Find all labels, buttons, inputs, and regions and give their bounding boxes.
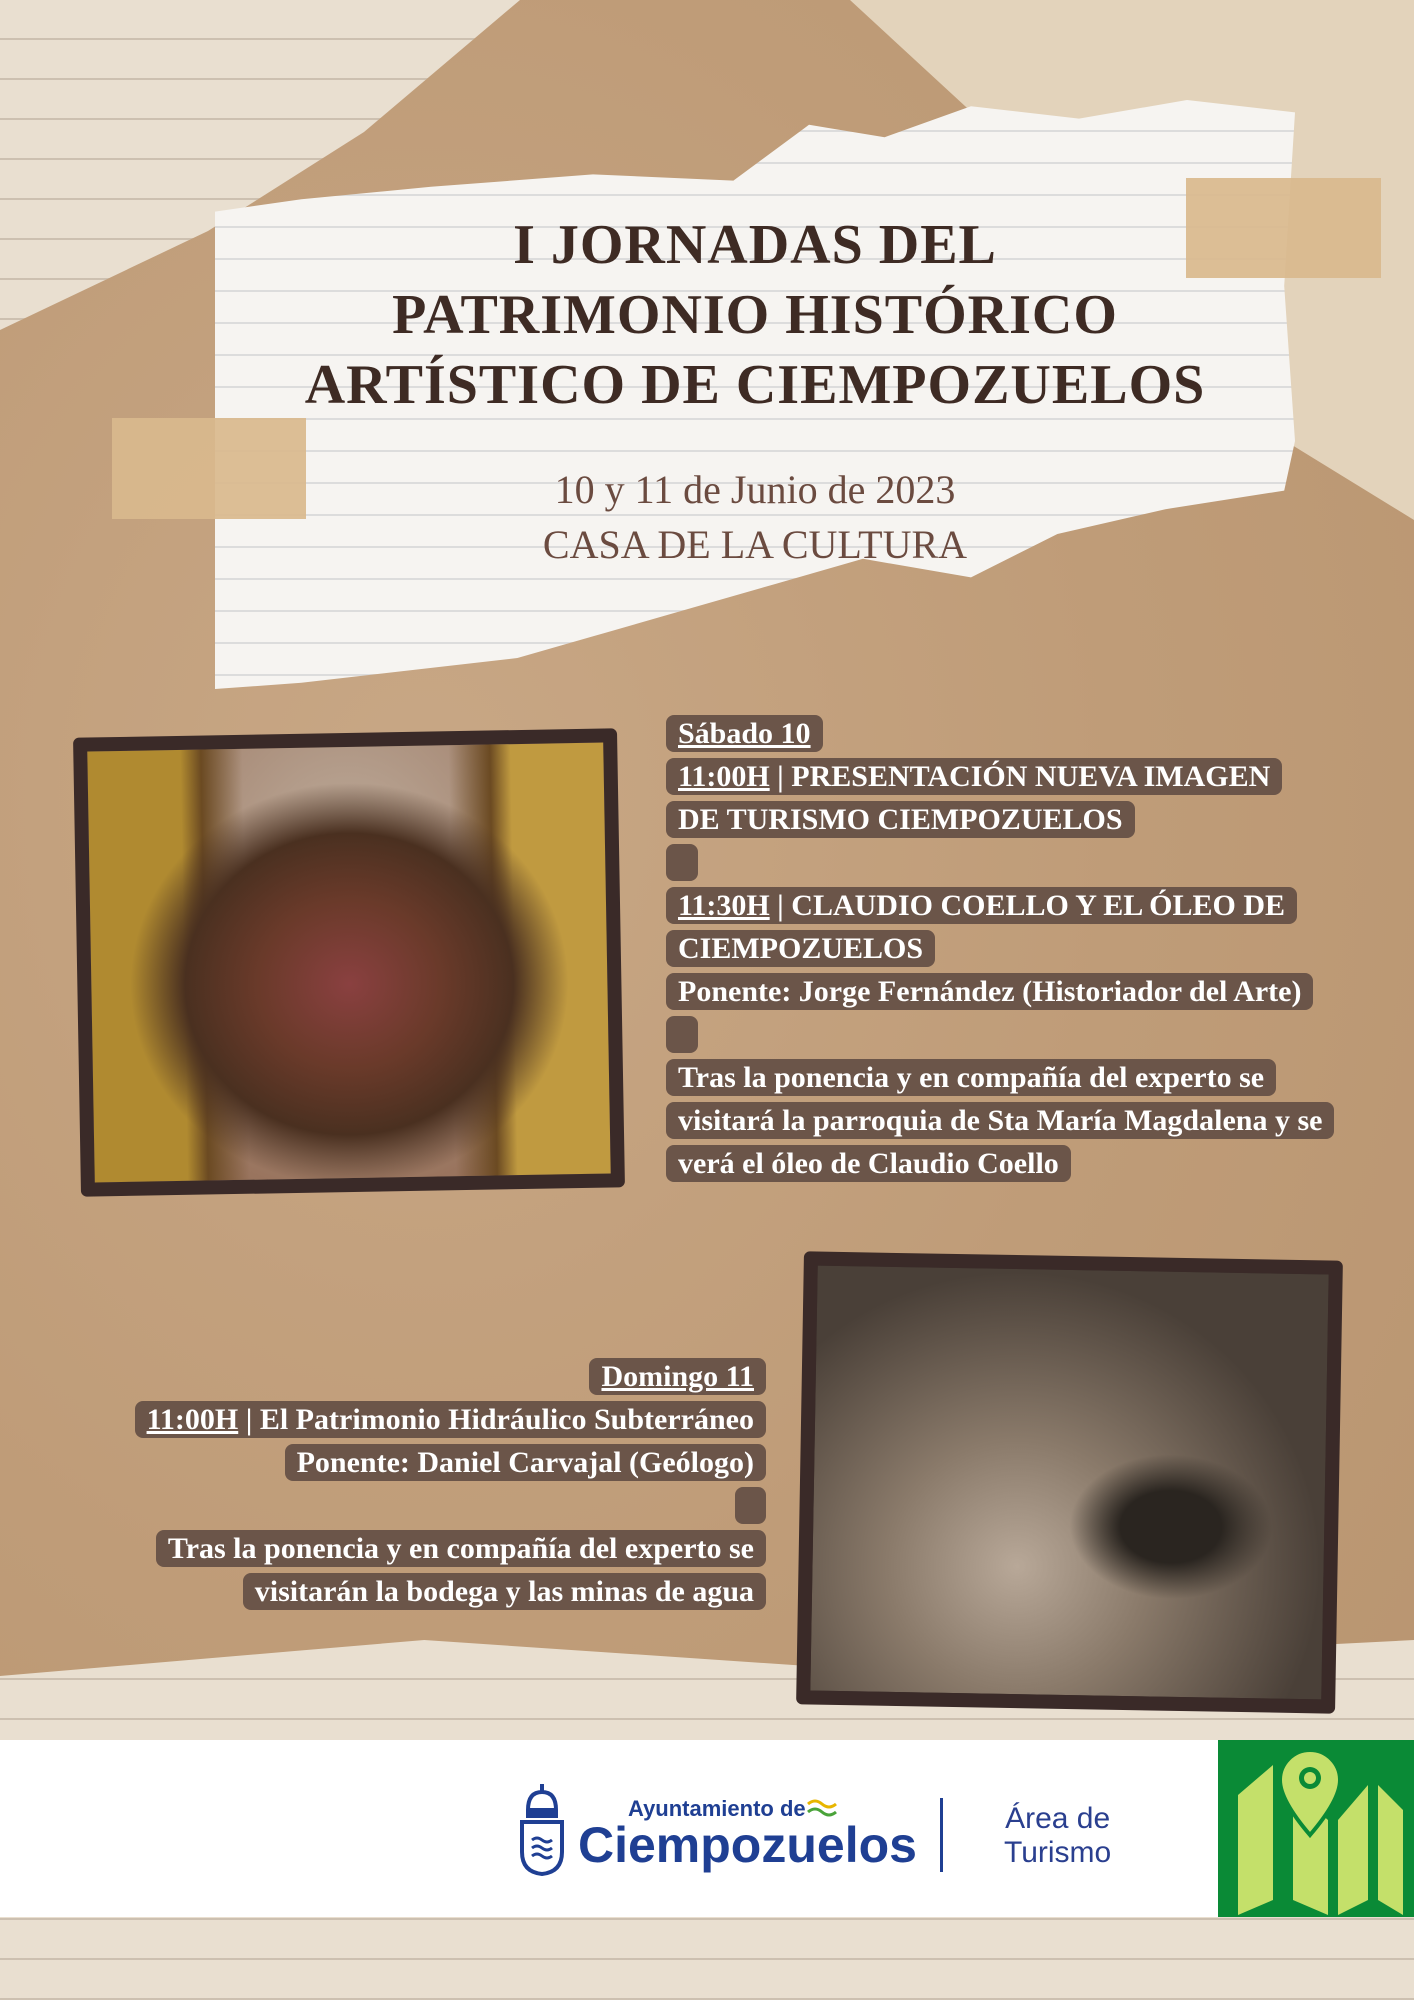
org-name: Ciempozuelos (578, 1817, 917, 1873)
event-note: visitarán la bodega y las minas de agua (243, 1573, 766, 1610)
event-time: 11:00H (146, 1403, 239, 1436)
saturday-program (666, 712, 1406, 1185)
event-title: | CLAUDIO COELLO Y EL ÓLEO DE (769, 889, 1285, 922)
event-time: 11:00H (678, 760, 770, 793)
area-line: Turismo (1004, 1836, 1112, 1869)
sunday-day: Domingo 11 (589, 1358, 766, 1395)
cave-photo (796, 1251, 1343, 1713)
event-title: | El Patrimonio Hidráulico Subterráneo (238, 1403, 754, 1436)
event-note: Tras la ponencia y en compañía del experto se (666, 1059, 1276, 1096)
event-info (215, 462, 1295, 572)
event-title: DE TURISMO CIEMPOZUELOS (666, 801, 1135, 838)
footer-band (0, 1740, 1414, 1917)
title-line: I JORNADAS DEL (513, 214, 997, 276)
event-speaker: Ponente: Daniel Carvajal (Geólogo) (285, 1444, 766, 1481)
divider (940, 1798, 943, 1872)
event-note: verá el óleo de Claudio Coello (666, 1145, 1071, 1182)
waves-icon (806, 1798, 838, 1818)
sunday-program (36, 1355, 766, 1613)
painting-photo (73, 728, 625, 1196)
event-note: Tras la ponencia y en compañía del experto se (156, 1530, 766, 1567)
event-date: 10 y 11 de Junio de 2023 (554, 467, 956, 512)
event-title: CIEMPOZUELOS (666, 930, 935, 967)
event-venue: CASA DE LA CULTURA (542, 522, 968, 567)
tourism-logo (1218, 1740, 1414, 1917)
title-line: PATRIMONIO HISTÓRICO (392, 284, 1118, 346)
saturday-day: Sábado 10 (666, 715, 823, 752)
event-title: | PRESENTACIÓN NUEVA IMAGEN (769, 760, 1271, 793)
area-label (1004, 1802, 1111, 1870)
crown-shield-icon (518, 1780, 566, 1876)
event-note: visitará la parroquia de Sta María Magdalena y se (666, 1102, 1334, 1139)
map-pin-icon (1218, 1740, 1414, 1917)
event-speaker: Ponente: Jorge Fernández (Historiador del Arte) (666, 973, 1313, 1010)
title-line: ARTÍSTICO DE CIEMPOZUELOS (304, 354, 1206, 416)
area-line: Área de (1005, 1802, 1111, 1835)
event-time: 11:30H (678, 889, 770, 922)
org-name-small: Ayuntamiento de (628, 1796, 806, 1821)
page-title (215, 210, 1295, 420)
